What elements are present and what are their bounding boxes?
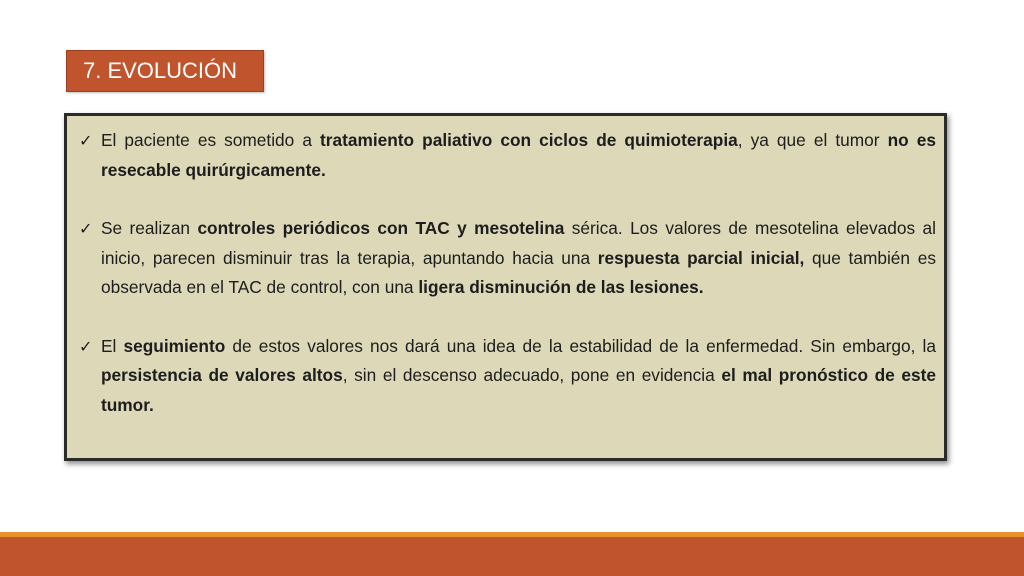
- footer-bar: [0, 537, 1024, 576]
- checkmark-icon: ✓: [79, 131, 93, 150]
- bullet-bold-text: el mal pronóstico de este tumor.: [101, 365, 936, 415]
- bullet-item-1: [77, 126, 936, 185]
- bullet-text: de estos valores nos dará una idea de la estabilidad de la enfermedad. Sin embargo, la: [225, 335, 936, 356]
- bullet-bold-text: seguimiento: [123, 335, 226, 356]
- bullet-bold-text: respuesta parcial inicial,: [597, 247, 805, 268]
- bullet-text: sérica. Los valores de mesotelina elevados al inicio, parecen disminuir tras la terapia, apuntando hacia una: [101, 218, 936, 268]
- checkmark-icon: ✓: [79, 336, 93, 356]
- bullet-text: El paciente es sometido a: [101, 130, 321, 150]
- bullet-bold-text: controles periódicos con TAC y mesotelina: [197, 218, 565, 238]
- title-area: [66, 50, 964, 92]
- bullet-bold-text: tratamiento paliativo con ciclos de quimioterapia: [320, 130, 738, 150]
- checkmark-icon: ✓: [79, 219, 93, 238]
- bullet-text: , ya que el tumor: [737, 130, 888, 150]
- content-panel: [64, 113, 947, 461]
- bullet-bold-text: persistencia de valores altos: [101, 365, 343, 385]
- bullet-bold-text: ligera disminución de las lesiones.: [418, 277, 704, 297]
- bullet-text: que también es observada en el TAC de control, con una: [101, 247, 936, 297]
- bullet-item-2: [77, 214, 936, 303]
- bullet-bold-text: no es resecable quirúrgicamente.: [101, 130, 936, 180]
- slide-title: 7. EVOLUCIÓN: [66, 50, 264, 92]
- bullet-text: El: [101, 335, 124, 356]
- bullet-text: , sin el descenso adecuado, pone en evidencia: [342, 365, 722, 385]
- bullet-item-3: [77, 332, 936, 421]
- bullet-text: Se realizan: [101, 218, 198, 238]
